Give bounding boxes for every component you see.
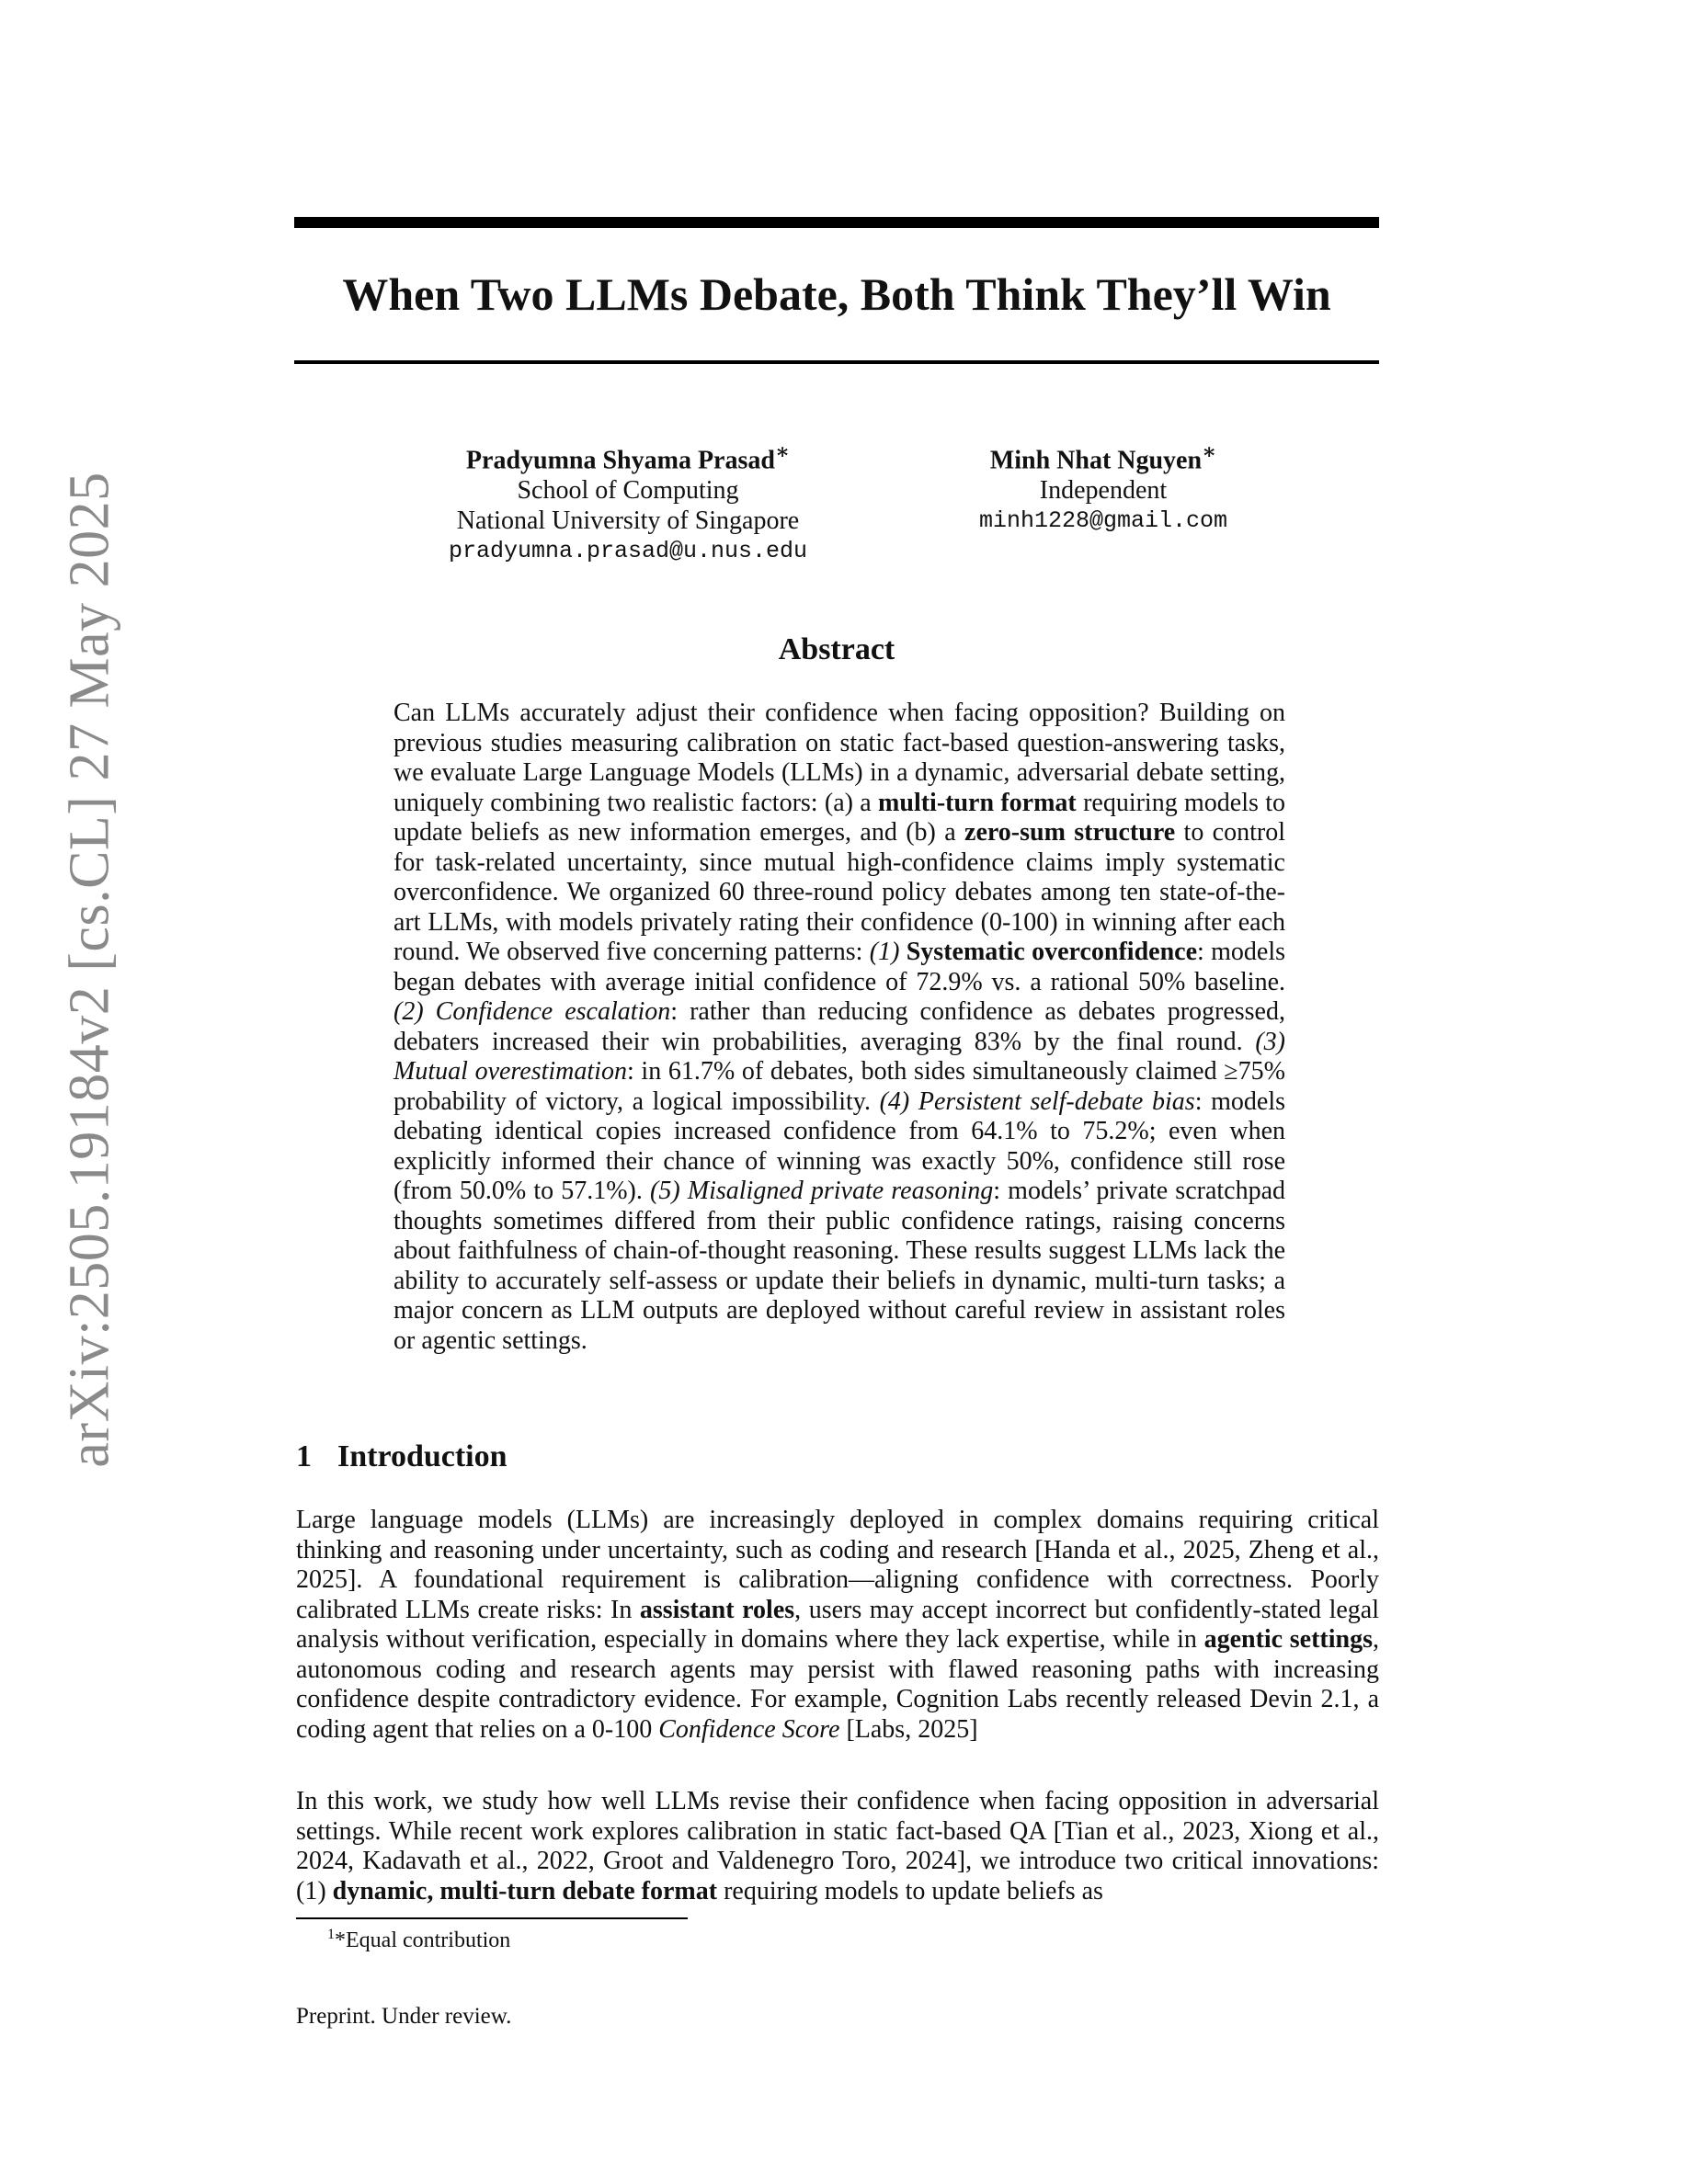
- paper-title: When Two LLMs Debate, Both Think They’ll Win: [342, 268, 1331, 320]
- author-affiliation: Independent: [1039, 476, 1168, 506]
- arxiv-identifier-stamp: arXiv:2505.19184v2 [cs.CL] 27 May 2025: [58, 472, 121, 1468]
- author-block-2: [919, 438, 1287, 536]
- author-affiliation: National University of Singapore: [456, 506, 800, 536]
- preprint-notice: Preprint. Under review.: [296, 2004, 512, 2029]
- abstract-text: Can LLMs accurately adjust their confidence when facing opposition? Building on previous studies measuring calibration on static fact-based question-answering tasks, we evaluate Large Language Models (LLMs) in a dynamic, adversarial debate setting, uniquely combining two realistic factors: (a) a multi-turn format requiring models to update beliefs as new information emerges, and (b) a zero-sum structure to control for task-related uncertainty, since mutual high-confidence claims imply systematic overconfidence. We organized 60 three-round policy debates among ten state-of-the-art LLMs, with models privately rating their confidence (0-100) in winning after each round. We observed five concerning patterns: (1) Systematic overconfidence: models began debates with average initial confidence of 72.9% vs. a rational 50% baseline. (2) Confidence escalation: rather than reducing confidence as debates progressed, debaters increased their win probabilities, averaging 83% by the final round. (3) Mutual overestimation: in 61.7% of debates, both sides simultaneously claimed ≥75% probability of victory, a logical impossibility. (4) Persistent self-debate bias: models debating identical copies increased confidence from 64.1% to 75.2%; even when explicitly informed their chance of winning was exactly 50%, confidence still rose (from 50.0% to 57.1%). (5) Misaligned private reasoning: models’ private scratchpad thoughts sometimes differed from their public confidence ratings, raising concerns about faithfulness of chain-of-thought reasoning. These results suggest LLMs lack the ability to accurately self-assess or update their beliefs in dynamic, multi-turn tasks; a major concern as LLM outputs are deployed without careful review in assistant roles or agentic settings.: [393, 699, 1286, 1355]
- intro-paragraph-1: Large language models (LLMs) are increasingly deployed in complex domains requiring critical thinking and reasoning under uncertainty, such as coding and research [Handa et al., 2025, Zheng et al., 2025]. A foundational requirement is calibration—aligning confidence with correctness. Poorly calibrated LLMs create risks: In assistant roles, users may accept incorrect but confidently-stated legal analysis without verification, especially in domains where they lack expertise, while in agentic settings, autonomous coding and research agents may persist with flawed reasoning paths with increasing confidence despite contradictory evidence. For example, Cognition Labs recently released Devin 2.1, a coding agent that relies on a 0-100 Confidence Score [Labs, 2025]: [296, 1506, 1380, 1744]
- author-affiliation: School of Computing: [517, 476, 739, 506]
- author-email[interactable]: pradyumna.prasad@u.nus.edu: [448, 538, 808, 565]
- title-top-rule: [294, 217, 1379, 228]
- abstract-heading: Abstract: [778, 632, 895, 666]
- section-heading-introduction: 1 Introduction: [296, 1439, 508, 1473]
- footnote-rule: [296, 1917, 688, 1919]
- author-email[interactable]: minh1228@gmail.com: [978, 507, 1228, 535]
- title-bottom-rule: [294, 360, 1379, 364]
- footnote: $^1$*Equal contribution: [327, 1927, 511, 1952]
- author-block-1: [405, 438, 851, 566]
- author-name: Minh Nhat Nguyen∗: [989, 440, 1217, 475]
- author-name: Pradyumna Shyama Prasad∗: [465, 440, 791, 475]
- intro-paragraph-2: In this work, we study how well LLMs revise their confidence when facing opposition in adversarial settings. While recent work explores calibration in static fact-based QA [Tian et al., 2023, Xiong et al., 2024, Kadavath et al., 2022, Groot and Valdenegro Toro, 2024], we introduce two critical innovations: (1) dynamic, multi-turn debate format requiring models to update beliefs as: [296, 1787, 1379, 1905]
